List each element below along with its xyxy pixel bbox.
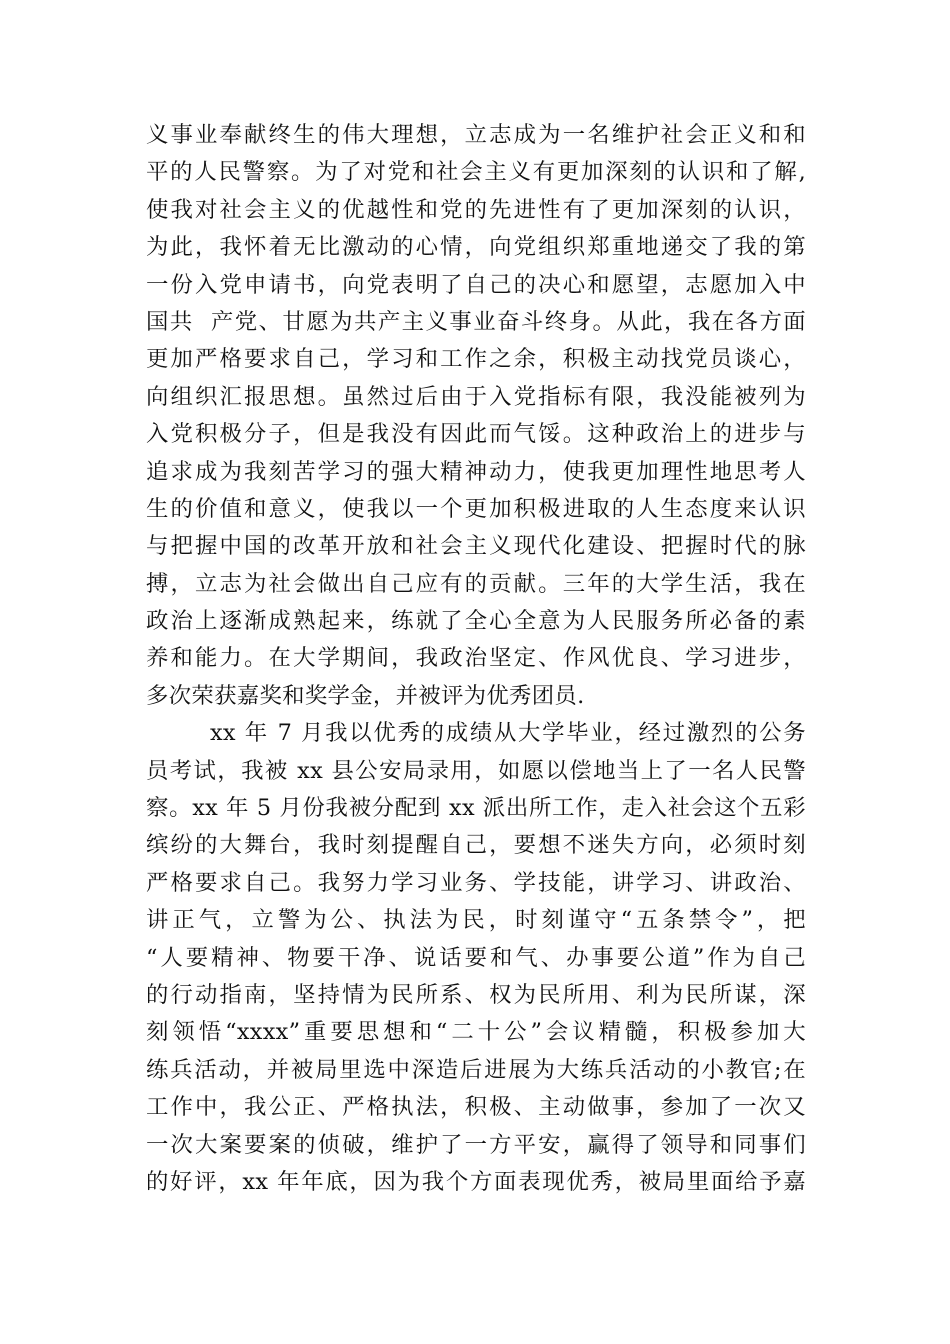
text-line: 察。xx 年 5 月份我被分配到 xx 派出所工作，走入社会这个五彩 <box>146 795 806 822</box>
text-line: 向组织汇报思想。虽然过后由于入党指标有限，我没能被列为 <box>146 383 806 410</box>
paragraph-1 <box>146 117 806 715</box>
paragraph-2 <box>146 715 806 1201</box>
text-line: 与把握中国的改革开放和社会主义现代化建设、把握时代的脉 <box>146 533 806 560</box>
text-line: “人要精神、物要干净、说话要和气、办事要公道”作为自己 <box>146 944 806 971</box>
text-line: 一次大案要案的侦破，维护了一方平安，赢得了领导和同事们 <box>146 1131 806 1158</box>
text-line: 练兵活动，并被局里选中深造后进展为大练兵活动的小教官;在 <box>146 1056 806 1083</box>
text-line: 搏，立志为社会做出自己应有的贡献。三年的大学生活，我在 <box>146 570 806 597</box>
text-line: xx 年 7 月我以优秀的成绩从大学毕业，经过激烈的公务 <box>210 720 806 747</box>
text-line: 的好评，xx 年年底，因为我个方面表现优秀，被局里面给予嘉 <box>146 1168 806 1195</box>
text-line: 更加严格要求自己，学习和工作之余，积极主动找党员谈心， <box>146 346 806 373</box>
text-line: 生的价值和意义，使我以一个更加积极进取的人生态度来认识 <box>146 495 806 522</box>
text-line: 的行动指南，坚持情为民所系、权为民所用、利为民所谋，深 <box>146 981 806 1008</box>
text-line: 使我对社会主义的优越性和党的先进性有了更加深刻的认识， <box>146 196 806 223</box>
text-line: 平的人民警察。为了对党和社会主义有更加深刻的认识和了解, <box>146 159 806 186</box>
text-line: 刻领悟“xxxx”重要思想和“二十公”会议精髓，积极参加大 <box>146 1019 806 1046</box>
text-line: 国共 产党、甘愿为共产主义事业奋斗终身。从此，我在各方面 <box>146 308 806 335</box>
text-line: 讲正气，立警为公、执法为民，时刻谨守“五条禁令”，把 <box>146 907 806 934</box>
text-line: 员考试，我被 xx 县公安局录用，如愿以偿地当上了一名人民警 <box>146 757 806 784</box>
text-line: 追求成为我刻苦学习的强大精神动力，使我更加理性地思考人 <box>146 458 806 485</box>
text-line: 多次荣获嘉奖和奖学金，并被评为优秀团员. <box>146 682 585 709</box>
text-line: 入党积极分子，但是我没有因此而气馁。这种政治上的进步与 <box>146 421 806 448</box>
text-line: 为此，我怀着无比激动的心情，向党组织郑重地递交了我的第 <box>146 234 806 261</box>
text-line: 工作中，我公正、严格执法，积极、主动做事，参加了一次又 <box>146 1094 806 1121</box>
text-line: 养和能力。在大学期间，我政治坚定、作风优良、学习进步， <box>146 645 806 672</box>
body-text <box>146 117 806 1201</box>
text-line: 政治上逐渐成熟起来，练就了全心全意为人民服务所必备的素 <box>146 608 806 635</box>
text-line: 一份入党申请书，向党表明了自己的决心和愿望，志愿加入中 <box>146 271 806 298</box>
text-line: 严格要求自己。我努力学习业务、学技能，讲学习、讲政治、 <box>146 869 806 896</box>
text-line: 义事业奉献终生的伟大理想，立志成为一名维护社会正义和和 <box>146 122 806 148</box>
text-line: 缤纷的大舞台，我时刻提醒自己，要想不迷失方向，必须时刻 <box>146 832 806 859</box>
